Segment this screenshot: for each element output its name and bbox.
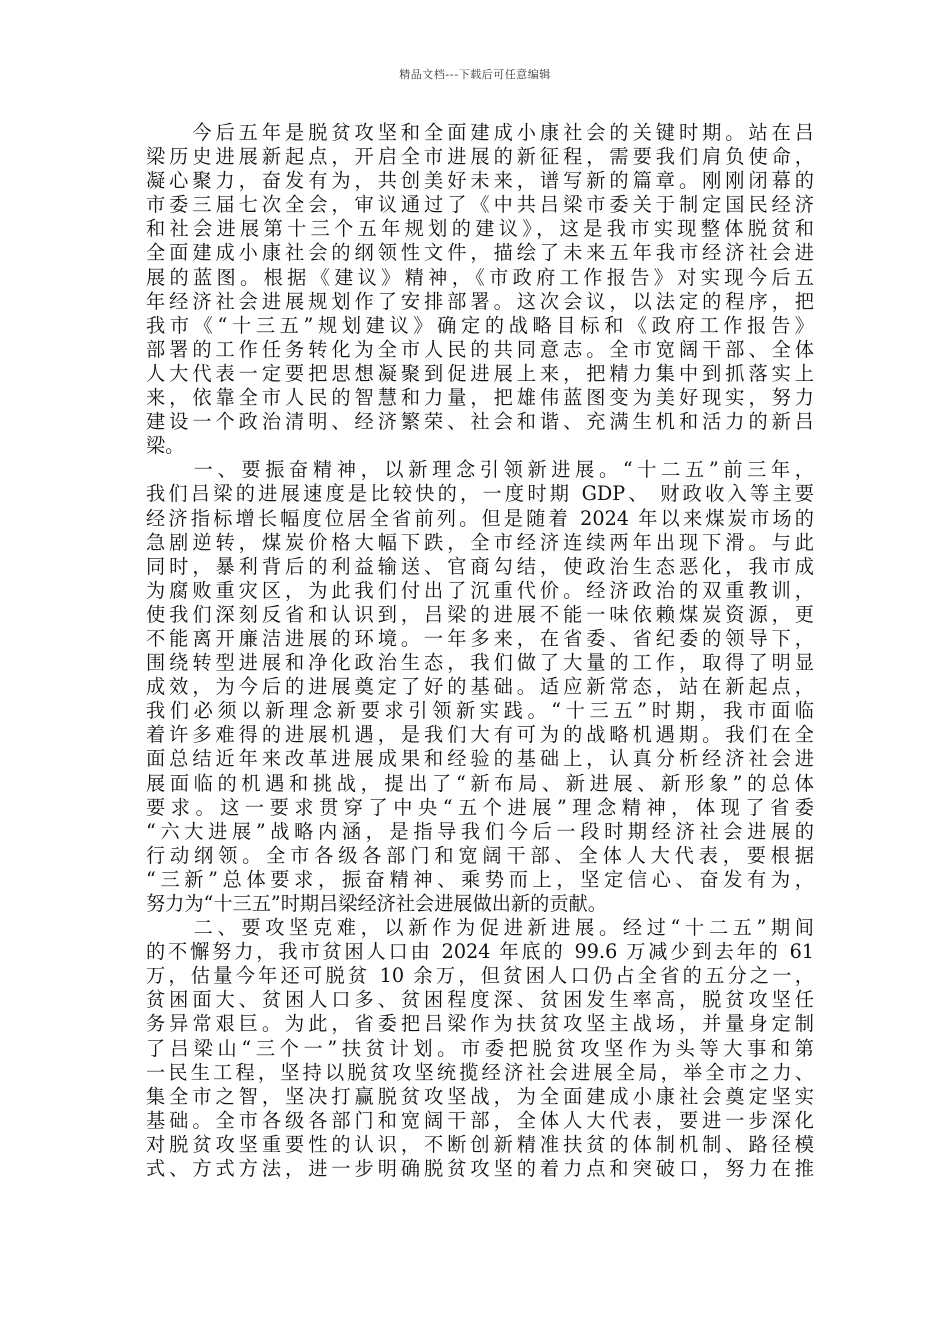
text-line: 贫困面大、贫困人口多、贫困程度深、贫困发生率高，脱贫攻坚任 bbox=[146, 988, 814, 1012]
text-line: 着许多难得的进展机遇，是我们大有可为的战略机遇期。我们在全 bbox=[146, 723, 814, 747]
text-line: 努力为“十三五”时期吕梁经济社会进展做出新的贡献。 bbox=[146, 892, 607, 915]
text-line: 展的蓝图。根据《建议》精神，《市政府工作报告》对实现今后五 bbox=[146, 265, 814, 289]
text-line: “三新”总体要求，振奋精神、乘势而上，坚定信心、奋发有为， bbox=[146, 867, 814, 891]
text-line: 和社会进展第十三个五年规划的建议》，这是我市实现整体脱贫和 bbox=[146, 217, 814, 241]
text-line: 同时，暴利背后的利益输送、官商勾结，使政治生态恶化，我市成 bbox=[146, 554, 814, 578]
text-line: 一民生工程，坚持以脱贫攻坚统揽经济社会进展全局，举全市之力、 bbox=[146, 1060, 814, 1084]
text-line: 式、方式方法，进一步明确脱贫攻坚的着力点和突破口，努力在推 bbox=[146, 1157, 814, 1181]
text-line: 梁历史进展新起点，开启全市进展的新征程，需要我们肩负使命， bbox=[146, 145, 814, 169]
text-line: 行动纲领。全市各级各部门和宽阔干部、全体人大代表，要根据 bbox=[146, 843, 814, 867]
text-line: 全面建成小康社会的纲领性文件，描绘了未来五年我市经济社会进 bbox=[146, 241, 814, 265]
text-line: 急剧逆转，煤炭价格大幅下跌，全市经济连续两年出现下滑。与此 bbox=[146, 530, 814, 554]
text-line: 了吕梁山“三个一”扶贫计划。市委把脱贫攻坚作为头等大事和第 bbox=[146, 1036, 814, 1060]
text-line: 市委三届七次全会，审议通过了《中共吕梁市委关于制定国民经济 bbox=[146, 193, 814, 217]
document-body bbox=[146, 121, 814, 1181]
text-line: 万，估量今年还可脱贫 10 余万，但贫困人口仍占全省的五分之一， bbox=[146, 964, 814, 988]
text-line: 今后五年是脱贫攻坚和全面建成小康社会的关键时期。站在吕 bbox=[146, 121, 814, 144]
text-line: 不能离开廉洁进展的环境。一年多来，在省委、省纪委的领导下， bbox=[146, 626, 814, 650]
text-line: 基础。全市各级各部门和宽阔干部，全体人大代表，要进一步深化 bbox=[146, 1108, 814, 1132]
text-line: 展面临的机遇和挑战，提出了“新布局、新进展、新形象”的总体 bbox=[146, 771, 814, 795]
text-line: 集全市之智，坚决打赢脱贫攻坚战，为全面建成小康社会奠定坚实 bbox=[146, 1084, 814, 1108]
text-line: 建设一个政治清明、经济繁荣、社会和谐、充满生机和活力的新吕 bbox=[146, 410, 814, 434]
text-line: 凝心聚力，奋发有为，共创美好未来，谱写新的篇章。刚刚闭幕的 bbox=[146, 169, 814, 193]
text-line: 一、要振奋精神，以新理念引领新进展。“十二五”前三年， bbox=[146, 458, 814, 482]
text-line: 二、要攻坚克难，以新作为促进新进展。经过“十二五”期间 bbox=[146, 916, 814, 940]
text-line: 对脱贫攻坚重要性的认识，不断创新精准扶贫的体制机制、路径模 bbox=[146, 1132, 814, 1156]
text-line: 来，依靠全市人民的智慧和力量，把雄伟蓝图变为美好现实，努力 bbox=[146, 386, 814, 410]
text-line: 部署的工作任务转化为全市人民的共同意志。全市宽阔干部、全体 bbox=[146, 337, 814, 361]
text-line: 人大代表一定要把思想凝聚到促进展上来，把精力集中到抓落实上 bbox=[146, 361, 814, 385]
text-line: 面总结近年来改革进展成果和经验的基础上，认真分析经济社会进 bbox=[146, 747, 814, 771]
text-line: 要求。这一要求贯穿了中央“五个进展”理念精神，体现了省委 bbox=[146, 795, 814, 819]
text-line: 我们吕梁的进展速度是比较快的，一度时期 GDP、 财政收入等主要 bbox=[146, 482, 814, 506]
text-line: “六大进展”战略内涵，是指导我们今后一段时期经济社会进展的 bbox=[146, 819, 814, 843]
text-line: 经济指标增长幅度位居全省前列。但是随着 2024 年以来煤炭市场的 bbox=[146, 506, 814, 530]
text-line: 年经济社会进展规划作了安排部署。这次会议，以法定的程序，把 bbox=[146, 289, 814, 313]
text-line: 成效，为今后的进展奠定了好的基础。适应新常态，站在新起点， bbox=[146, 675, 814, 699]
text-line: 的不懈努力，我市贫困人口由 2024 年底的 99.6 万减少到去年的 61 bbox=[146, 940, 814, 964]
page-header: 精品文档---下载后可任意编辑 bbox=[399, 68, 551, 81]
text-line: 使我们深刻反省和认识到，吕梁的进展不能一味依赖煤炭资源，更 bbox=[146, 602, 814, 626]
text-line: 我们必须以新理念新要求引领新实践。“十三五”时期，我市面临 bbox=[146, 699, 814, 723]
text-line: 务异常艰巨。为此，省委把吕梁作为扶贫攻坚主战场，并量身定制 bbox=[146, 1012, 814, 1036]
text-line: 为腐败重灾区，为此我们付出了沉重代价。经济政治的双重教训， bbox=[146, 578, 814, 602]
text-line: 梁。 bbox=[146, 434, 185, 458]
text-line: 围绕转型进展和净化政治生态，我们做了大量的工作，取得了明显 bbox=[146, 651, 814, 675]
text-line: 我市《“十三五”规划建议》确定的战略目标和《政府工作报告》 bbox=[146, 313, 814, 337]
